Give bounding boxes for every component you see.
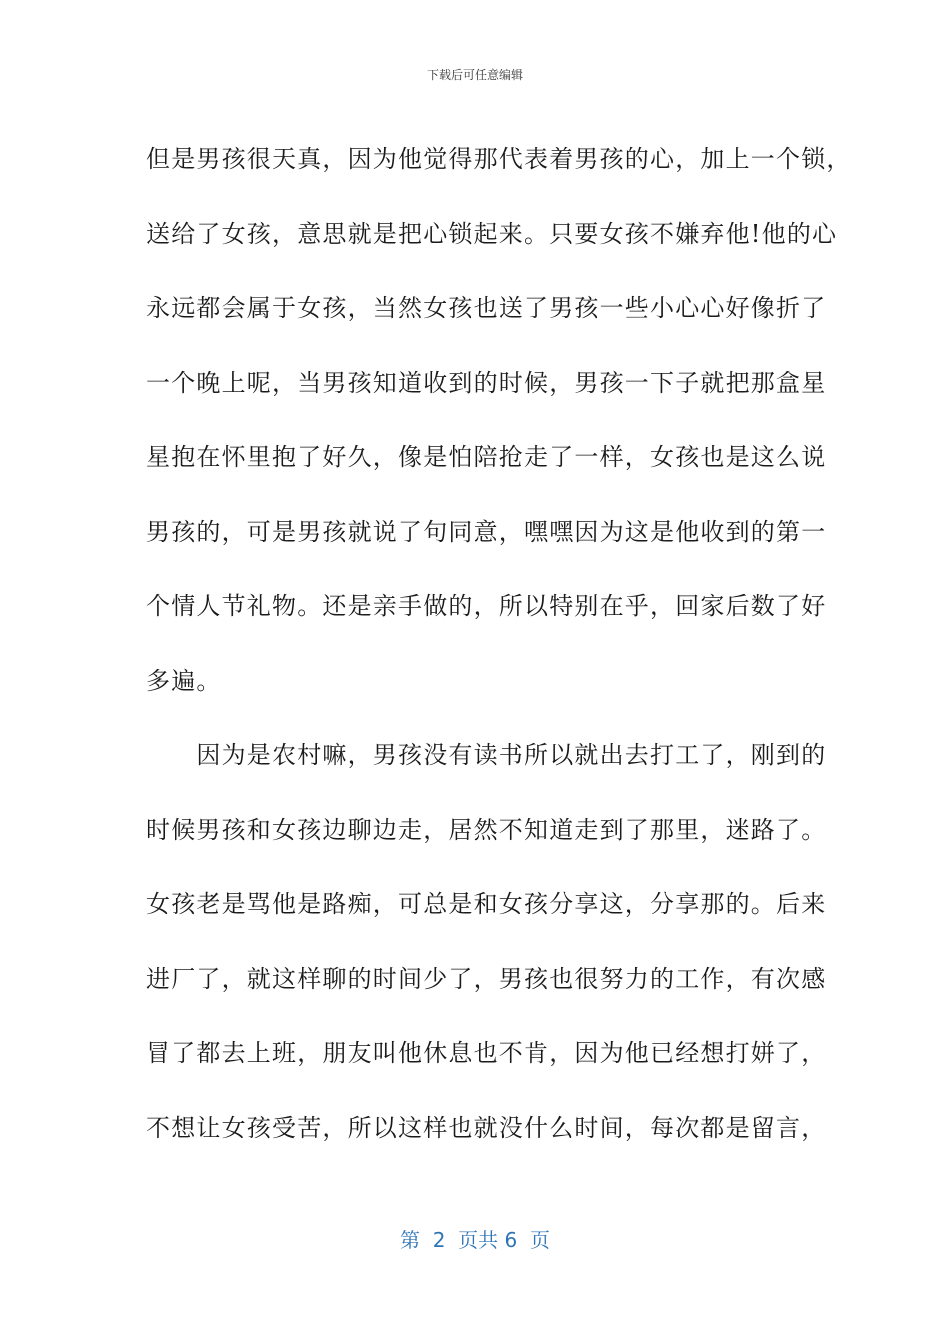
text-line: 送给了女孩，意思就是把心锁起来。只要女孩不嫌弃他!他的心 [146, 219, 838, 248]
text-line: 时候男孩和女孩边聊边走，居然不知道走到了那里，迷路了。 [146, 815, 827, 844]
text-line: 永远都会属于女孩，当然女孩也送了男孩一些小心心好像折了 [146, 294, 827, 322]
text-line: 个情人节礼物。还是亲手做的，所以特别在乎，回家后数了好 [146, 592, 827, 620]
text-line: 多遍。 [146, 666, 222, 695]
paragraph [146, 122, 852, 718]
text-line: 进厂了，就这样聊的时间少了，男孩也很努力的工作，有次感 [146, 964, 827, 993]
text-line: 男孩的，可是男孩就说了句同意，嘿嘿因为这是他收到的第一 [146, 517, 827, 546]
text-line: 但是男孩很天真，因为他觉得那代表着男孩的心，加上一个锁， [146, 145, 852, 173]
text-line: 不想让女孩受苦，所以这样也就没什么时间，每次都是留言， [146, 1113, 827, 1142]
header-note: 下载后可任意编辑 [426, 68, 523, 82]
text-line: 冒了都去上班，朋友叫他休息也不肯，因为他已经想打姘了， [146, 1039, 827, 1067]
paragraph [146, 718, 827, 1165]
page-number-footer: 第 2 页共 6 页 [400, 1228, 550, 1252]
text-line: 星抱在怀里抱了好久，像是怕陪抢走了一样，女孩也是这么说 [146, 443, 827, 471]
text-line: 因为是农村嘛，男孩没有读书所以就出去打工了，刚到的 [146, 741, 827, 769]
text-line: 一个晚上呢，当男孩知道收到的时候，男孩一下子就把那盒星 [146, 368, 827, 397]
text-line: 女孩老是骂他是路痴，可总是和女孩分享这，分享那的。后来 [146, 890, 827, 918]
document-body [146, 122, 852, 1165]
